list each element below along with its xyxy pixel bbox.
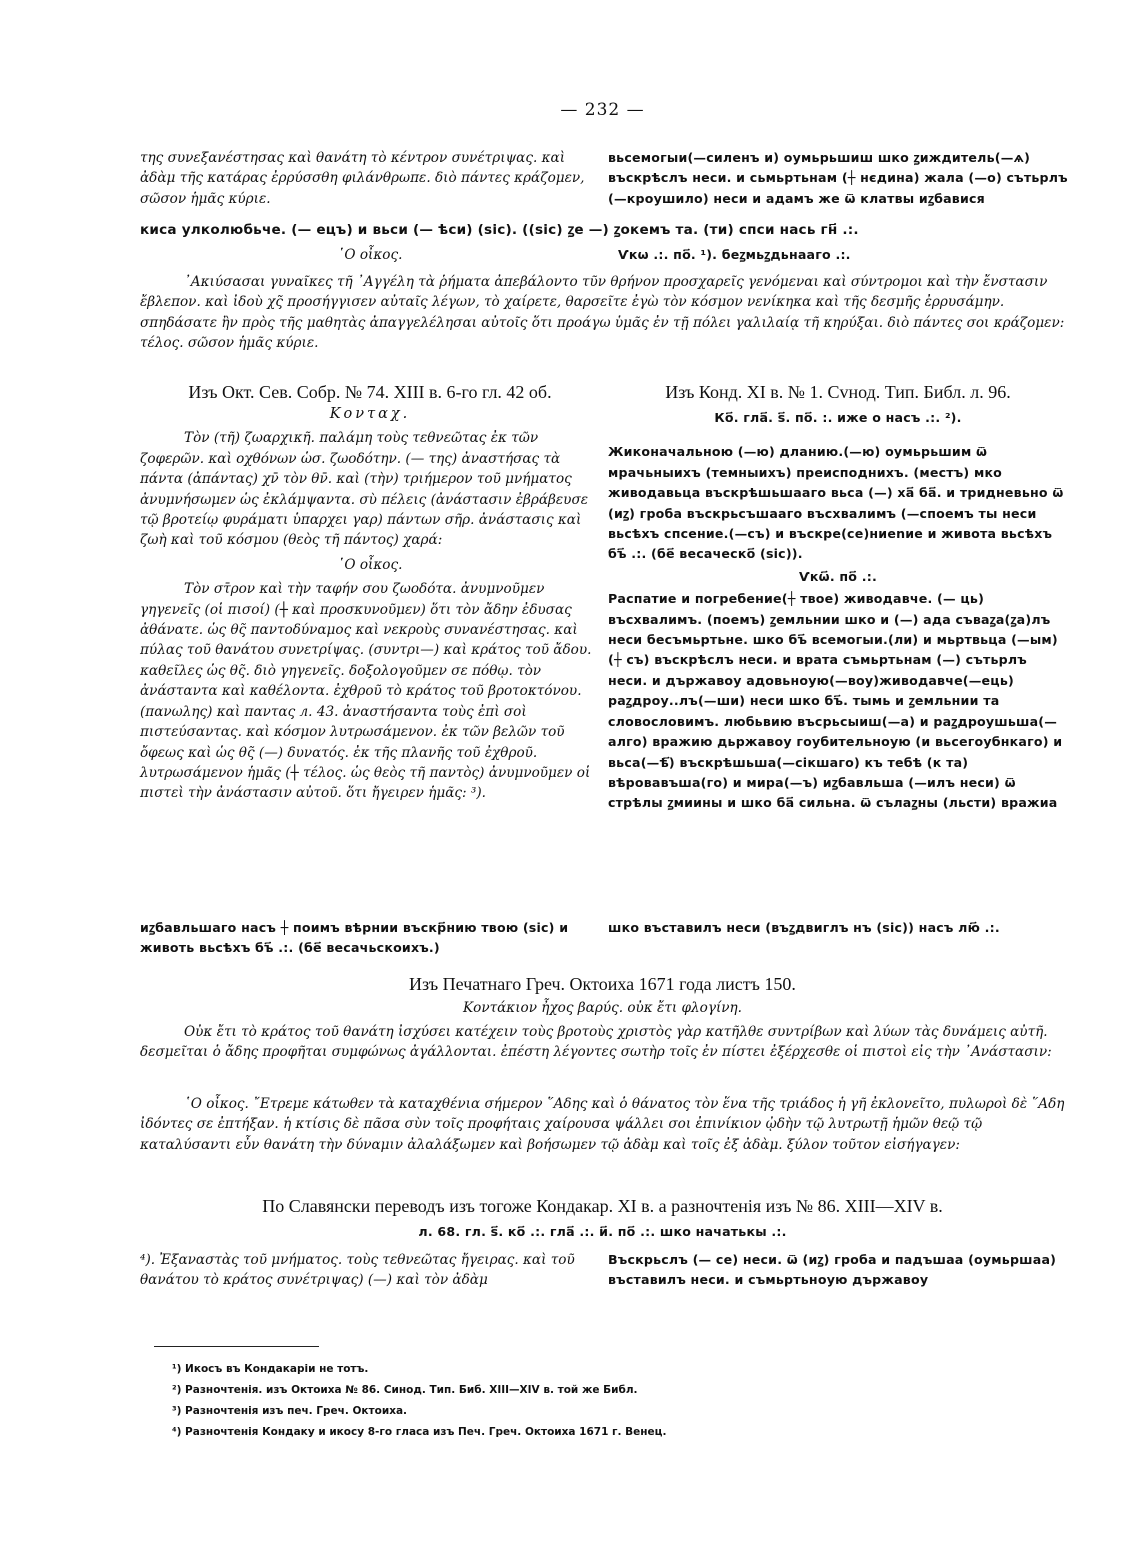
slavonic-translation-sub: л. 68. гл. ѕ҃. ко҃ .:. гла҃ .:. и҃. по҃ .:. шко начатькы .:. [418,1224,787,1239]
slavonic-continuation: киса улколюбьче. (— ецъ) и вьси (— ѣси) (sic). ((sic) ꙁе —) ꙁокемъ та. (ти) спси нась гн҃ .:. [140,222,859,238]
kontakion-label-right: Ко҃. гла҃. ѕ҃. по҃. :. иже о насъ .:. ²). [714,410,962,425]
section-2-bottom-left: иꙁбавльшаго насъ ┼ поимъ вѣрнии въскр҃нию твою (sic) и животь вьсѣхъ бъ҃ .:. (бе҃ весачьскоихъ.) [140,920,569,956]
section-2-left [140,380,600,804]
section-2-columns [140,380,1065,910]
greek-paragraph: της συνεξανέστησας καὶ θανάτη τὸ κέντρον συνέτριψας. καὶ ἀδὰμ τῆς κατάρας ἐρρύσσθη φιλάνθρωπε. διὸ πάντες κράζομεν, σῶσον ἡμᾶς κύριε. [140,150,585,207]
section-1-left [140,148,600,209]
slavonic-kontakion: Жиконачальною (—ю) дланию.(—ю) оумьрьшим ѿ мрачьныихъ (темныихъ) преисподнихъ. (местъ) мко живодавьца въскрѣшьшааго вьса (—) ха҃ ба҃. и тридневьно ѿ (иꙁ) гроба въскрьсъшааго въсхвалимъ (—споемъ ты неси вьсѣхъ спсение.(—съ) и въскре(се)ниеnие и живота вьсѣхъ бъ҃ .:. (бе҃ весаческо҃ (sic)). [608,444,1064,562]
greek-oikos: Τὸν στ̄ρον καὶ τὴν ταφήν σου ζωοδότα. ἀνυμνοῦμεν γηγενεῖς (οἱ πισοί) (┼ καὶ προσκυνοῦμεν) ὅτι τὸν ἄδην ἐδυσας ἀθάνατε. ὡς θς̃ παντοδύναμος καὶ νεκροὺς συνανέστησας. καὶ πύλας τοῦ θανάτου συνετρίψας. (συντρι—) καὶ κράτος τοῦ ἄδου. καθεῖλες ὡς θς̃. διὸ γηγενεῖς. δοξολογοῦμεν σε πόθῳ. τὸν ἀνάσταντα καὶ καθέλοντα. ἐχθροῦ τὸ κράτος τοῦ βροτοκτόνου. (πανωλης) καὶ παντας л. 43. ἀναστήσαντα τοὺς ἐπὶ σοὶ πιστεύσαντας. καὶ κόσμον λυτρωσάμενον. ἐκ τῶν βελῶν τοῦ ὄφεως καὶ ὡς θς̃ (—) δυνατός. ἐκ τῆς πλανῆς τοῦ ἐχθροῦ. λυτρωσάμενον ἡμᾶς (┼ τέλος. ὡς θεὸς τῆ παντὸς) ἀνυμνοῦμεν οἱ πιστεὶ τὴν ἀνάστασιν αὐτοῦ. ὅτι ἤγειρεν ἡμᾶς: ³). [140,581,592,802]
source-heading-right: Изъ Конд. XI в. № 1. Сvнод. Тип. Библ. л. 96. [665,382,1011,402]
slavonic-translation-heading: По Славянски переводъ изъ тогоже Кондакар. XI в. а разночтенія изъ № 86. XIII—XIV в. [262,1196,943,1216]
greek-kontakion: Τὸν (τῆ) ζωαρχικῆ. παλάμη τοὺς τεθνεῶτας ἐκ τῶν ζοφερῶν. καὶ οχθόνων ὡσ. ζωοδότην. (— της) ἀναστήσας τὰ πάντα (ἀπάντας) χν̄ τὸν θν̄. καὶ (τὴν) τριήμερον τοῦ μνήματος ἀνυμνήσωμεν ὡς ἐκλάμψαντα. σὺ πέλεις (ἀνάστασιν ἐβράβευσε τῷ βροτείῳ φυράματι ὑπαρχει γαρ) πάντων σῆρ. ἀνάστασις καὶ ζωὴ καὶ τοῦ κόσμου (θεὸς τῆ πάντος) χαρά: [140,430,589,549]
footnote-1: ¹) Икосъ въ Кондакаріи не тотъ. [172,1363,369,1375]
page-number: — 232 — [560,100,645,120]
document-page [140,0,1068,1548]
slavonic-oikos: Распатие и погребение(┼ твое) живодавче. (— ць) въсхвалимъ. (поемъ) ꙁемльнии шко и (—) ада съваꙁа(ꙁа)лъ неси бесъмьртьне. шко бъ҃ всемогыи.(ли) и мьртвьца (—ым) (┼ съ) въскрѣслъ неси. и врата съмьртьнам (—) сътьрлъ неси. и държавоу адовьноую(—воу)живодавче(—ець) раꙁдроу..лъ(—ши) неси шко бъ҃. тымь и ꙁемльнии та словословимъ. любьвию въсрьсыиш(—а) и раꙁдроушьша(—алго) вражию дьржавоу гоубительноую (и вьсегоубнкаго) и вьса(—ѣ҃) въскрѣшьша(—сiкшаго) къ тебѣ (к та) вѣровавъша(го) и мира(—ъ) иꙁбавльша (—илъ неси) ѿ стрѣлы ꙁмиины и шко ба҃ сильна. ѿ сълаꙁны (льсти) вражиа [608,591,1063,811]
oikos-row [140,244,1065,266]
printed-octoechos-heading: Изъ Печатнаго Греч. Октоиха 1671 года листъ 150. [409,974,796,994]
section-4-right: Въскрьслъ (— се) неси. ѿ (иꙁ) гроба и падъшаа (оумьршаа) въставилъ неси. и съмьртьноую държавоу [608,1252,1057,1288]
section-2-bottom [140,918,1065,962]
source-heading-left: Изъ Окт. Сев. Собр. № 74. XIII в. 6-го гл. 42 об. [188,382,552,402]
section-2-right [608,380,1068,814]
oikos-left: ῾Ο οἶκος. [337,247,403,263]
section-4-left: ⁴). Ἐξαναστὰς τοῦ μνήματος. τοὺς τεθνεῶτας ἤγειρας. καὶ τοῦ θανάτου τὸ κράτος συνέτριψας) (—) καὶ τὸν ἀδὰμ [140,1252,575,1289]
oikos-label-left: ῾Ο οἶκος. [337,556,403,573]
footnote-rule [154,1346,319,1347]
footnote-2: ²) Разночтенія. изъ Октоиха № 86. Синод. Тип. Биб. XIII—XIV в. той же Библ. [172,1384,638,1396]
section-4-columns [140,1250,1065,1294]
kontakion-label: Κονταχ. [329,406,411,422]
oikos-label-right: Ѵкѡ҃. по҃ .:. [799,568,877,584]
footnote-3: ³) Разночтенія изъ печ. Греч. Октоиха. [172,1405,408,1417]
printed-oikos-text: ῾Ο οἶκος. ῎Ετρεμε κάτωθεν τὰ καταχθένια σήμερον ῞Αδης καὶ ὁ θάνατος τὸν ἕνα τῆς τριάδος ἡ γῆ ἐκλονεῖτο, πυλωροὶ δὲ ῞Αδη ἰδόντες σε ἐπτήξαν. ἡ κτίσις δὲ πᾶσα σὺν τοῖς προφήταις χαίρουσα ψάλλει σοι ἐπινίκιον ᾠδὴν τῷ λυτρωτῇ ἡμῶν θεῷ τῷ καταλύσαντι εὖν θανάτη τὴν δύναμιν ἀλαλάξωμεν καὶ βοήσωμεν τῷ ἀδὰμ καὶ τοῖς ἐξ ἀδὰμ. ξύλον τοῦτον εἰσήγαγεν: [140,1096,1065,1153]
section-2-bottom-right: шко въставилъ неси (въꙁдвиглъ нъ (sic)) насъ лю҃ .:. [608,920,1000,935]
greek-full-paragraph: ᾿Ακιύσασαι γυναῖκες τῆ ᾿Αγγέλη τὰ ῥήματα ἀπεβάλοντο τῦν θρήνον προσχαρεῖς γενόμεναι καὶ σύντρομοι καὶ τὴν ἔνστασιν ἔβλεπον. καὶ ἰδοὺ χς̃ προσήγγισεν αὐταῖς λέγων, τὸ χαίρετε, θαρσεῖτε ἐγὼ τὸν κόσμον νενίκηκα καὶ τῆς δεσμῆς ἐρρυσάμην. σπηδάσατε ἢν πρὸς τῆς μαθητὰς ἀπαγγελέλησαι αὐτοῖς ὅτι προάγω ὑμᾶς ἐν τῇ πόλει γαλιλαίᾳ τῆ κηρύξαι. διὸ πάντες σοι κράζομεν: τέλος. σῶσον ἡμᾶς κύριε. [140,274,1065,352]
section-1-columns [140,148,1068,210]
printed-kontakion-label: Κοντάκιον ἦχος βαρύς. οὐκ ἔτι φλογίνη. [462,1000,743,1016]
slavonic-paragraph: вьсемогыи(—силенъ и) оумьрьшиш шко ꙁиждитель(—ѧ) въскрѣслъ неси. и сьмьртьнам (┼ нєдина) жала (—о) сътьрлъ (—кроушило) неси и адамъ же ѿ клатвы иꙁбавися [608,150,1068,206]
footnote-4: ⁴) Разночтенія Кондаку и икосу 8-го гласа изъ Печ. Греч. Октоиха 1671 г. Венец. [172,1426,667,1438]
oikos-right: Ѵкѡ .:. по҃. ¹). бeꙁмьꙁдьнааго .:. [618,247,851,262]
section-1-right [608,148,1068,209]
printed-kontakion-text: Οὐκ ἔτι τὸ κράτος τοῦ θανάτη ἰσχύσει κατέχειν τοὺς βροτοὺς χριστὸς γὰρ κατῆλθε συντρίβων καὶ λύων τὰς δυνάμεις αὐτῆ. δεσμεῖται ὁ ἄδης προφῆται συμφώνως ἀγάλλονται. ἐπέστη λέγοντες σωτὴρ τοῖς ἐν πίστει ἐξέρχεσθε οἱ πιστοὶ εἰς τὴν ᾿Ανάστασιν: [140,1024,1052,1061]
